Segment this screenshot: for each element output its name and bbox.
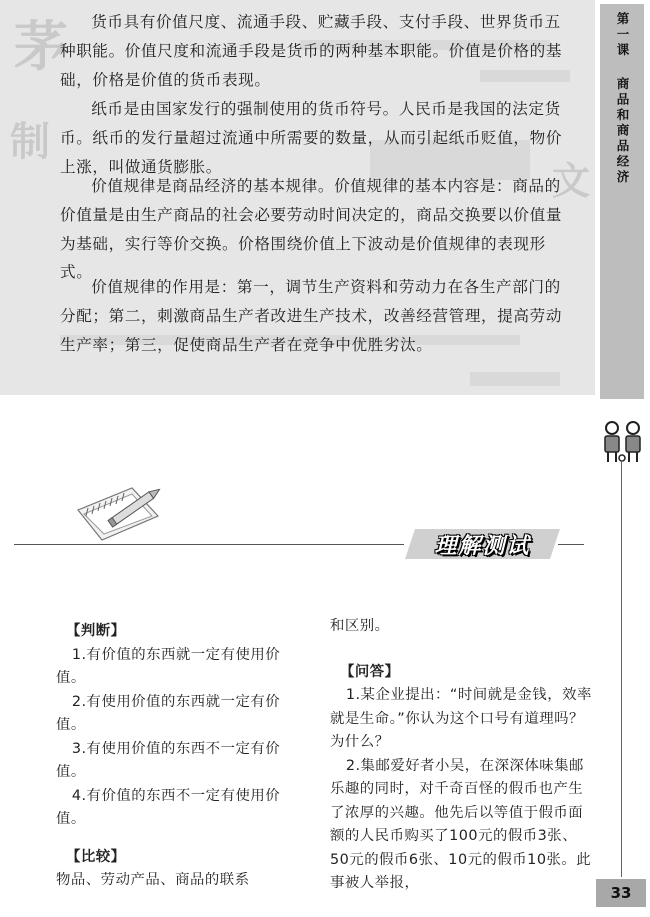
section-title: 理解测试 <box>434 533 531 559</box>
kids-icon <box>603 418 643 468</box>
judge-item: 2.有使用价值的东西就一定有价值。 <box>56 693 281 733</box>
section-banner <box>405 527 560 561</box>
section-rule-left <box>14 544 404 545</box>
summary-panel <box>0 0 595 395</box>
judge-item: 3.有使用价值的东西不一定有价值。 <box>56 740 281 780</box>
lesson-label: 第一课 <box>615 12 630 59</box>
chapter-side-tab <box>600 4 644 399</box>
judge-item: 1.有价值的东西就一定有使用价值。 <box>56 646 281 686</box>
bleed-through-glyph: 茅 <box>14 14 68 78</box>
bleed-through-mark <box>470 372 560 386</box>
compare-heading: 【比较】 <box>66 848 126 865</box>
judge-item: 4.有价值的东西不一定有使用价值。 <box>56 787 281 827</box>
qa-item: 1.某企业提出：“时间就是金钱，效率就是生命。”你认为这个口号有道理吗？为什么？ <box>330 687 592 750</box>
right-column <box>330 615 592 896</box>
section-rule-right <box>558 544 584 545</box>
left-column <box>56 620 288 893</box>
summary-paragraph: 货币具有价值尺度、流通手段、贮藏手段、支付手段、世界货币五种职能。价值尺度和流通手段是货币的两种基本职能。价值是价格的基础，价格是价值的货币表现。 <box>60 13 563 89</box>
qa-heading: 【问答】 <box>340 663 400 680</box>
notebook-pencil-icon <box>70 470 170 554</box>
qa-item: 2.集邮爱好者小吴，在深深体味集邮乐趣的同时，对千奇百怪的假币也产生了浓厚的兴趣。他先后以等值于假币面额的人民币购买了100元的假币3张、50元的假币6张、10元的假币10张。此事被人举报， <box>330 757 592 891</box>
summary-paragraph: 价值规律是商品经济的基本规律。价值规律的基本内容是：商品的价值量是由生产商品的社会必要劳动时间决定的，商品交换要以价值量为基础，实行等价交换。价格围绕价值上下波动是价值规律的表现形式。 <box>60 177 563 282</box>
summary-paragraph: 价值规律的作用是：第一，调节生产资料和劳动力在各生产部门的分配；第二，刺激商品生产者改进生产技术，改善经营管理，提高劳动生产率；第三，促使商品生产者在竞争中优胜劣汰。 <box>60 278 563 354</box>
page-number-text: 33 <box>610 884 632 902</box>
page-number <box>596 879 646 907</box>
chapter-label: 商品和商品经济 <box>615 76 630 185</box>
compare-continued: 和区别。 <box>330 618 390 634</box>
summary-paragraph: 纸币是由国家发行的强制使用的货币符号。人民币是我国的法定货币。纸币的发行量超过流通中所需要的数量，从而引起纸币贬值，物价上涨，叫做通货膨胀。 <box>60 100 563 176</box>
judge-heading: 【判断】 <box>66 623 126 639</box>
bleed-through-glyph: 文 <box>552 158 591 203</box>
margin-rule <box>621 460 622 877</box>
bleed-through-glyph: 制 <box>10 118 50 165</box>
compare-text: 物品、劳动产品、商品的联系 <box>56 872 250 888</box>
